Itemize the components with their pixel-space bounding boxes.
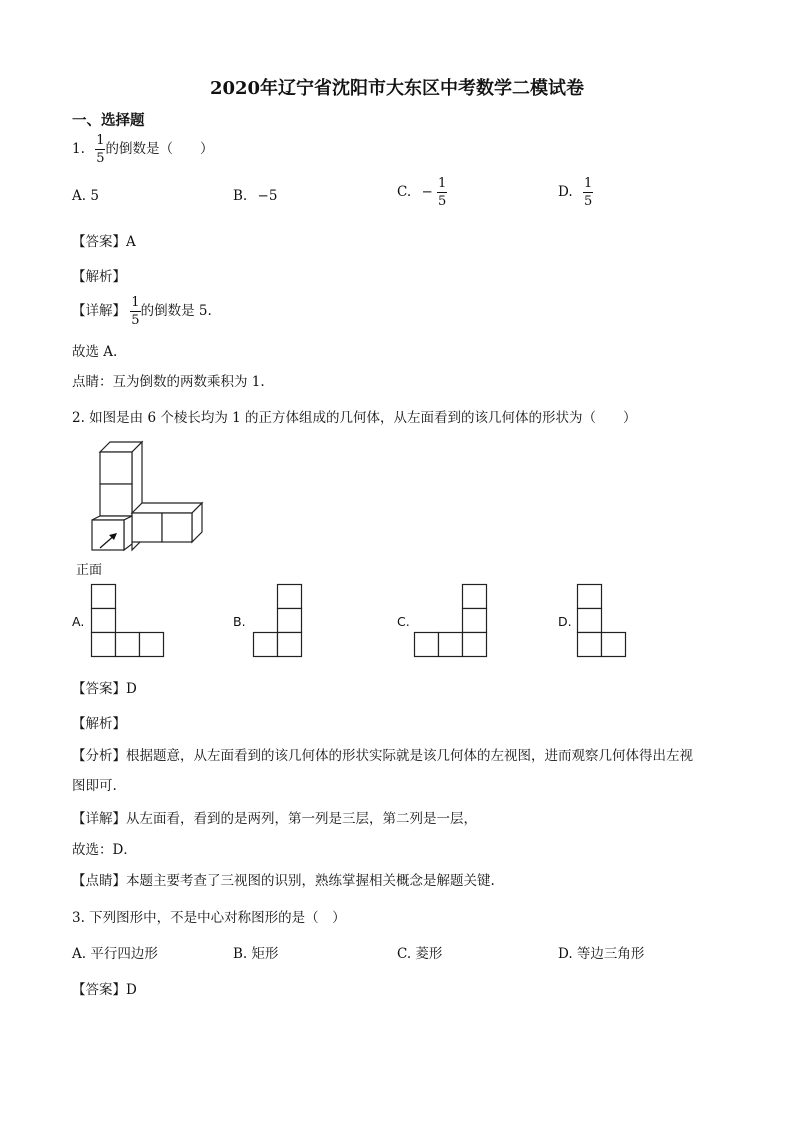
q2-fenxi-text: 根据题意，从左面看到的该几何体的形状实际就是该几何体的左视图，进而观察几何体得出左视 <box>126 748 693 764</box>
q1-option-c-sign: − <box>421 184 433 200</box>
q1-option-a-label: A. <box>72 188 87 204</box>
q1-frac-den: 5 <box>96 151 105 166</box>
q2-option-c-label[interactable]: C. <box>397 614 410 629</box>
q1-answer-label: 【答案】 <box>72 234 126 250</box>
q1-detail-fraction <box>130 296 140 327</box>
q1-option-c-den: 5 <box>438 194 447 209</box>
q2-dianjing-text: 本题主要考查了三视图的识别，熟练掌握相关概念是解题关键. <box>126 873 495 889</box>
q2-analysis-label: 【解析】 <box>72 716 126 732</box>
page-title: 2020年辽宁省沈阳市大东区中考数学二模试卷 <box>209 78 585 99</box>
q1-number: 1. <box>72 141 85 157</box>
q1-detail-num: 1 <box>131 295 140 310</box>
q2-option-d-label[interactable]: D. <box>558 614 572 629</box>
q2-option-c-grid[interactable] <box>414 584 489 659</box>
q2-option-b-label[interactable]: B. <box>233 614 246 629</box>
q2-option-b-grid[interactable] <box>253 584 303 659</box>
q2-detail <box>72 807 477 827</box>
q1-answer <box>72 230 136 250</box>
q1-option-d-den: 5 <box>583 194 593 209</box>
q3-option-d[interactable]: D. 等边三角形 <box>558 946 645 962</box>
q1-option-b-text: −5 <box>257 188 278 204</box>
q1-detail-den: 5 <box>131 313 140 328</box>
q1-option-a-text: 5 <box>90 188 99 204</box>
q1-option-d-label: D. <box>558 184 573 200</box>
q1-option-c-fraction <box>437 177 447 208</box>
q2-dianjing-label: 【点睛】 <box>72 873 126 889</box>
q2-stem: 2. 如图是由 6 个棱长均为 1 的正方体组成的几何体，从左面看到的该几何体的形状为（ ） <box>72 410 637 426</box>
q1-option-c[interactable] <box>397 177 447 208</box>
q1-detail-label: 【详解】 <box>72 303 126 319</box>
q1-option-a[interactable] <box>72 188 99 204</box>
q1-option-d-fraction <box>583 177 593 208</box>
q2-front-label: 正面 <box>76 563 103 578</box>
q1-stem <box>72 134 213 165</box>
q2-detail-text: 从左面看，看到的是两列，第一列是三层，第二列是一层， <box>126 811 477 827</box>
q2-dianjing <box>72 869 495 889</box>
q2-option-a-grid[interactable] <box>91 584 166 659</box>
q1-frac-num: 1 <box>96 133 105 148</box>
q1-option-b-label: B. <box>233 188 248 204</box>
q1-point: 点睛：互为倒数的两数乘积为 1. <box>72 374 265 390</box>
q3-option-b[interactable]: B. 矩形 <box>233 946 279 962</box>
q3-answer-label: 【答案】 <box>72 982 126 998</box>
q1-detail-text: 的倒数是 5. <box>140 303 212 319</box>
q2-answer <box>72 677 137 697</box>
section-heading: 一、选择题 <box>72 112 145 129</box>
q3-answer-value: D <box>126 982 137 998</box>
q2-answer-value: D <box>126 681 137 697</box>
q1-option-b[interactable] <box>233 188 277 204</box>
q1-choose: 故选 A. <box>72 344 118 360</box>
q2-fenxi-text-2: 图即可. <box>72 778 117 794</box>
q1-detail <box>72 296 212 327</box>
q1-option-c-label: C. <box>397 184 412 200</box>
q1-fraction <box>95 134 105 165</box>
q2-cube-figure <box>88 440 228 565</box>
q1-stem-text: 的倒数是（ ） <box>105 141 214 157</box>
q3-answer <box>72 978 137 998</box>
q1-option-d[interactable] <box>558 177 593 208</box>
q1-analysis-label: 【解析】 <box>72 269 126 285</box>
q2-fenxi <box>72 744 693 764</box>
q3-option-c[interactable]: C. 菱形 <box>397 946 443 962</box>
q1-option-c-num: 1 <box>438 176 447 191</box>
q2-option-a-label[interactable]: A. <box>72 614 85 629</box>
q3-stem: 3. 下列图形中，不是中心对称图形的是（ ） <box>72 910 346 926</box>
q2-answer-label: 【答案】 <box>72 681 126 697</box>
q1-answer-value: A <box>126 234 136 250</box>
q2-fenxi-label: 【分析】 <box>72 748 126 764</box>
q2-detail-label: 【详解】 <box>72 811 126 827</box>
q3-option-a[interactable]: A. 平行四边形 <box>72 946 158 962</box>
q2-choose: 故选：D． <box>72 842 137 858</box>
q1-option-d-num: 1 <box>583 176 593 191</box>
q2-option-d-grid[interactable] <box>577 584 627 659</box>
